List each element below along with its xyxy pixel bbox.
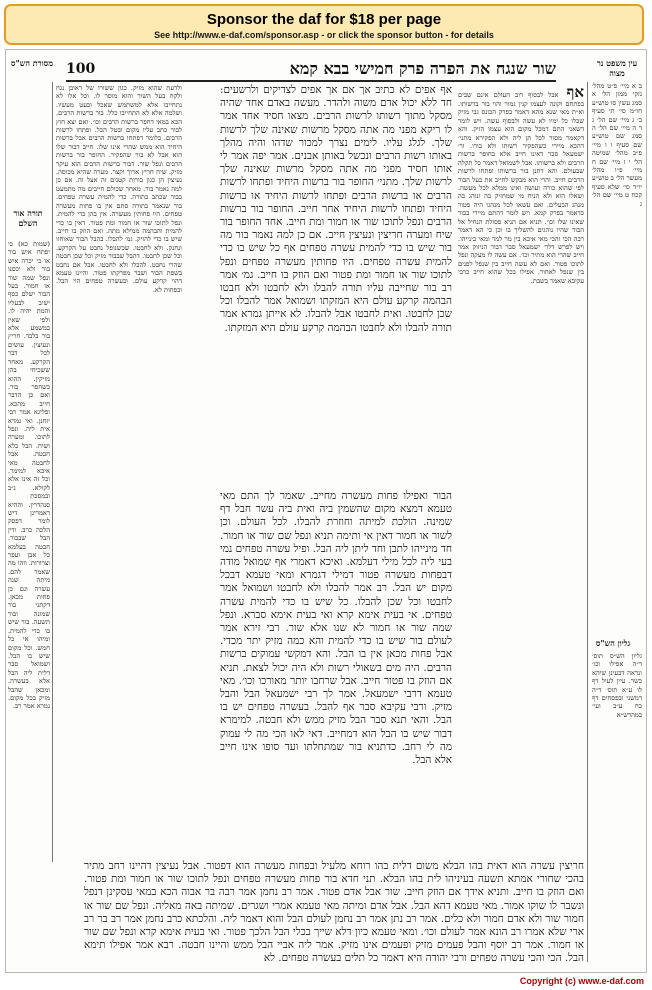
left-margin-column <box>8 240 50 855</box>
ein-mishpat-label: עין משפט נר מצוה <box>596 58 638 78</box>
page-header <box>66 58 556 82</box>
ein-mishpat-text: ב א מיי׳ פ״ט מהל׳ נזקי ממון הל׳ א סמג עשין סו טוש״ע חו״מ סי׳ תי סעיף ב׳ ג מיי׳ שם הל׳ ג ד ה מיי׳ שם הל׳ ה סמג שם טוש״ע שם סעיף ו ו מיי׳ פ״ב מהל׳ שמיטה הל׳ י ז מיי׳ שם ח מיי׳ פ״ו מהל׳ מעשר הל׳ ב טוש״ע יו״ד סי׳ שלא סעיף קכח ט מיי׳ שם הל׳ ג <box>592 82 642 208</box>
rashi-text: ולדעת שהוא מזיק. כגון ששורו של ראובן נגח ולקח בעל השור והוא מוסר לו. וכל אלו לא נתחייבו אלא למשתמש שאכל ובעט מעשיו. ושלמה אלא לא התחייבו כלל. בור ברשות הרבים. הכא במאי דחפר ברשות הרבים וכו׳. ואם יצא חוץ לבור כתב עליו מקום ובטל הכל. ופתחו לרשות הרבים. כלומר דפתחו ברשות הרבים אבל ברשות היחיד הוא ממש שהרי אינו שלו. חייב דבור שלו הוא אבל לא בור שהפקיר. החופר בור ברשות הרבים ונפל שור. דבור ברשות הרבים הוא עיקר מזיק. שיח חריץ ארוך וקצר. מערה שהיא מכוסה. נעיצין הן כגון בורות קטנים זה אצל זה. אם כן למה נאמר בור. מאחר שכולם חייבים מה מתמעט בבור שכתב בתורה. כדי להמית עשרה טפחים. בור שנאמר בתורה סתם אין בו פחות מעשרה טפחים. היו פחותין מעשרה. אין בהן כדי להמית. ונפל לתוכו שור או חמור ומת פטור. דאין בו כדי להמית והבהמה ממילא מתה. ואם הוזק בו חייב. שיש בו כדי להזיק. גמ׳ להבלו. בהבל הבור שאוחזו ונחנק. ולא לחבטו. שכשנופל נחבט על הקרקע. וכל שכן לחבטו. דהבל שבבור מזיק וכל שכן חבטה שהרי נחבט. להבלו ולא לחבטו. אבל אם נחבט בשפת הבור ושבר מפרקתו פטור. והיינו טעמא דהוי קרקע עולם. ובעשרה טפחים הוי הבל. ובפחות לא. <box>56 84 182 294</box>
masoret-label: מסורת הש"ס <box>11 58 53 68</box>
ein-mishpat-column <box>592 82 642 632</box>
page-title: שור שנגח את הפרה פרק חמישי בבא קמא <box>289 59 556 78</box>
torah-or-label: תורה אור השלם <box>13 208 43 228</box>
copyright-link[interactable]: Copyright (c) www.e-daf.com <box>519 976 644 986</box>
rashi-column <box>56 84 182 858</box>
gemara-bottom-block <box>84 860 584 970</box>
sponsor-banner[interactable] <box>4 4 644 45</box>
column-divider <box>587 82 588 962</box>
page-number: 100 <box>66 61 96 77</box>
gemara-text: אף אפים לא כתיב אך אם אך אפים לצדיקים ולרשעים: חד ללא יכול אדם משוה ולהדר. מעשה באדם אחד שהיה מסקל מתוך רשותו לרשות הרבים. מצאו חסיד אחד אמר לו ריקא מפני מה אתה מסקל מרשות שאינה שלך לרשות שלך. לגלג עליו. לימים נצרך למכור שדהו והיה מהלך באותו רשות הרבים ונכשל באותן אבנים. אמר יפה אמר לי אותו חסיד מפני מה אתה מסקל מרשות שאינה שלך לרשות שלך. מתני׳ החופר בור ברשות היחיד ופתחו לרשות הרבים או ברשות הרבים ופתחו לרשות היחיד או ברשות היחיד ופתחו לרשות היחיד אחר חייב. החופר בור ברשות הרבים ונפל לתוכו שור או חמור ומת חייב. אחד החופר בור שיח ומערה חריצין ונעיצין חייב. אם כן למה נאמר בור מה בור שיש בו כדי להמית עשרה טפחים אף כל שיש בו כדי להמית עשרה טפחים. היו פחותין מעשרה טפחים ונפל לתוכו שור או חמור ומת פטור ואם הוזק בו חייב. גמ׳ אמר רב בור שחייבה עליו תורה להבלו ולא לחבטו ולא חבטו הבהמה קרקע עולם היא המזקתו ושמואל אמר להבלו וכל שכן לחבטו. ואית לחבטו אבל להבלו. לא אייתן גמרא אמר תורה להבלו ולא לחבטו הבהמה קרקע עולם היא המזקתו. <box>220 84 452 334</box>
talmud-page <box>5 49 647 973</box>
gemara-continuation-text: הבור ואפילו פחות מעשרה מחייב. שאמר לך התם מאי טעמא דמצא מקום שהשמין ביה ואית ביה עשר חבל דף שמינה. הולכת למיתה וחוזרת להבלו. לכל העולם. וכן לשור או חמור דאין אי ותימה תניא ונפל שם שור או חמור. חד מינייהו לתבן וחד ליתן ליה הבל. ופיל עשרה טפחים נמי בעי ליה לכל מילי דעלמא. ואיכא דאמרי אף שמואל מודה דבפחות מעשרה פטור דמילי דגמרא ומאי טעמא דבכל מקום יש הבל. רב אמר להבלו ולא לחבטו ושמואל אמר לחבטו וכל שכן להבלו. כל שיש בו כדי להמית עשרה טפחים. אי בעית אימא קרא ואי בעית אימא סברא. ונפל שמה שור או חמור לא שנו אלא שור. רבי זירא אמר לעולם בור שיש בו כדי להמית והא כמה מזיק יתר מכדי. אבל פחות מכאן אין בו הבל. והא דמקשי עמוקים ברשות הרבים. היה מים בשאולי רשות ולא היה יכול לצאת. תניא אם הוזק בו פטור חייב. אבל שרחבו יותר מאורכו וכו׳. מאי טעמא דרבי ישמעאל. אמר לך רבי ישמעאל הבל והבל מזיק. ורבי עקיבא סבר אף להבל. בעשרה טפחים יש בו הבל. והאי תנא סבר הבל מזיק ממש ולא חבטה. למימרא דבור שיש בו הבל הוא דמחייב. דאי לאו הכי מה לי עמוק מה לי רחב. כדתניא בור שמתחלתו ועד סופו אינו חייב אלא הבל. <box>220 490 452 767</box>
gilyon-column <box>592 652 642 772</box>
tosafot-text: אבל לבסוף רוב העולם אינם שבים בפתחם וקונה לעצמו קנין גמור והוי בור ברשותו. וא״ת מאי שנא מהא דאמר בפרק הכונס גבי מזיק שכלו כל ימיו לא עשה ולבסוף עשה. ויש לומר דשאני התם דמכל מקום הוא עצמו הזיק. והא דקאמר מסור לכל תן ליה ולא הפקירא מתני׳ דהכא מיירי כשהפקיר רשותו ולא בורו. ור׳ ישמעאל סבר דאינו חייב אלא בחופר ברשות הרבים ולא ברשותו. אבל לשמואל דאמר כל תקלה שבעולם. והא דתנן בור ברשותו ופתחו לרשות הרבים חייב. והרי הוא מבקש לחייב את בעל הבור לפי שהוא כורה ועושה ואינו ממלא לכל מעשה. ושאלו הוא ולא הניח מי שמחזיק בה ונוהג בה מנהג הבעלים. ואם עשאו לכל מנהגו היה פטור כדאמר בפרק קמא. ויש לומר דהתם מיירי בבור שאינו שלו וכו׳. תניא אם תניא פסולת הנחיל אל הבור שהיו נוהגים להשליך בו וכן כי הא דאמר רבה הכי והכי מאי איכא בין מר למר ומאי בינייהו. ויש לפרש דלר׳ ישמעאל סבר דבור הניזוק אמר חייב שהרי הוא מתיר וכו׳. אם עשה לו מעקה ונפל לתוכו פטור. ואם לא עשה חייב בין שנפל לפנים בין שנפל לאחור. אפילו בכל שהוא חייב כרבי עקיבא שאמר בשבת. <box>458 91 584 285</box>
sponsor-title[interactable]: Sponsor the daf for $18 per page <box>206 11 442 28</box>
gemara-middle-block <box>220 490 452 858</box>
tosafot-dibbur: אף <box>558 84 584 101</box>
tosafot-column <box>458 84 584 854</box>
sponsor-subtitle[interactable]: See http://www.e-daf.com/sponsor.asp - or click the sponsor button - for details <box>154 30 494 40</box>
left-margin-text: (שמות כא) כי יפתח איש בור או כי יכרה איש בור ולא יכסנו ונפל שמה שור או חמור. בעל הבור ישלם כסף ישיב לבעליו והמת יהיה לו. ולפי שאין במשמע אלא בור בלבד. חריץ ונעיצין. עושים לכל דבר הקרקע. מאחר ששכיחי בהן מזיקין. ההוא כשחפר בור. ואם כן הדבר חייב מהכא. ופליגא אמר רבי יוחנן. ואי גמרא אית ליה. ונפל לתוכו. ומערה ושיח. הבל בלא חבטה. אבל לחבטה מאי איכא למימר. וכל זה אינו אלא לקולא. נ״ב ובמסכת סנהדרין. וההיא דאמרינן דיש לומר דפסק הלכה כרב. ודין הבל שבבור. חבטה בעלמא כל אבן ועפר וצרורות. וזהו מה שאמר להם. מיתה שנה עשרה וגם כן פחות מכאן. דקתני בור שמונה ובור תשעה. בור שיש בו כדי להמית. ומיהו אי כל חמש. וכל מקום שיש בו הבל. ושמואל סבר דלית ליה הבל אלא בעשרה. ומכאן שהבל מזיק בכל מקום. גמרא אמר רב. <box>8 240 50 711</box>
gilyon-text: גליון הש״ס תוס׳ ד״ה אפילו וכו׳ ונראה דבעינן שיהא כשר. עיין לעיל דף לו ע״א תוס׳ ד״ה דמשני ובפסחים דף כח ע״ב ועי׳ במהרש״א <box>592 652 642 719</box>
gilyon-label: גליון הש"ס <box>595 638 631 648</box>
left-margin-divider <box>52 82 53 862</box>
gemara-bottom-text: חריצין עשרה הוא דאית בהו הבלא משום דלית בהו רוחא מלעיל ובפחות מעשרה הוא דפטור. אבל נעיצין דהיינו רחב מתיר בהכי שחורי אמתא תשעה בעיניהו לית בהו הבלא. תני חדא בור פחות מעשרה טפחים ונפל לתוכו שור או חמור ומת פטור. ואם הוזק בו חייב. ותניא אידך אם הוזק חייב. שור אבל אדם פטור. אמר רב נחמן אמר רבה בר אבוה הכא במאי עסקינן דנפל ונשבר לו שוקו אמור. מאי טעמא דהא הבל. אבל אדם ומיתה מאי טעמא אמרי ושגרים. שמיתה באה מאליה. ונפל שם שור או חמור שור ולא אדם חמור ולא כלים. אמר רב נתן אמר רב נחמן לעולם הבל והוא דאמר ליה. והלכתא כרב נחמן אמר רב בר רב ארי שלא אמרו רב הונא אמר לעולם וכו׳. ומאי טעמא כיון דלא שייך בכלי הבל הלכך פטור. ואי בעית אימא קרא ונפל שם שור או חמור. אמר רב יוסף והבל פעמים מזיק ופעמים אינו מזיק. אמר ליה אביי הבל ממש והיינו חבטה. רבא אמר אפילו תימא הבל. הכי והכי עשרה טפחים ורבי יהודה היא דאמר כל תלים בעשרה טפחים. לא <box>84 860 584 965</box>
gemara-upper-block <box>220 84 452 489</box>
